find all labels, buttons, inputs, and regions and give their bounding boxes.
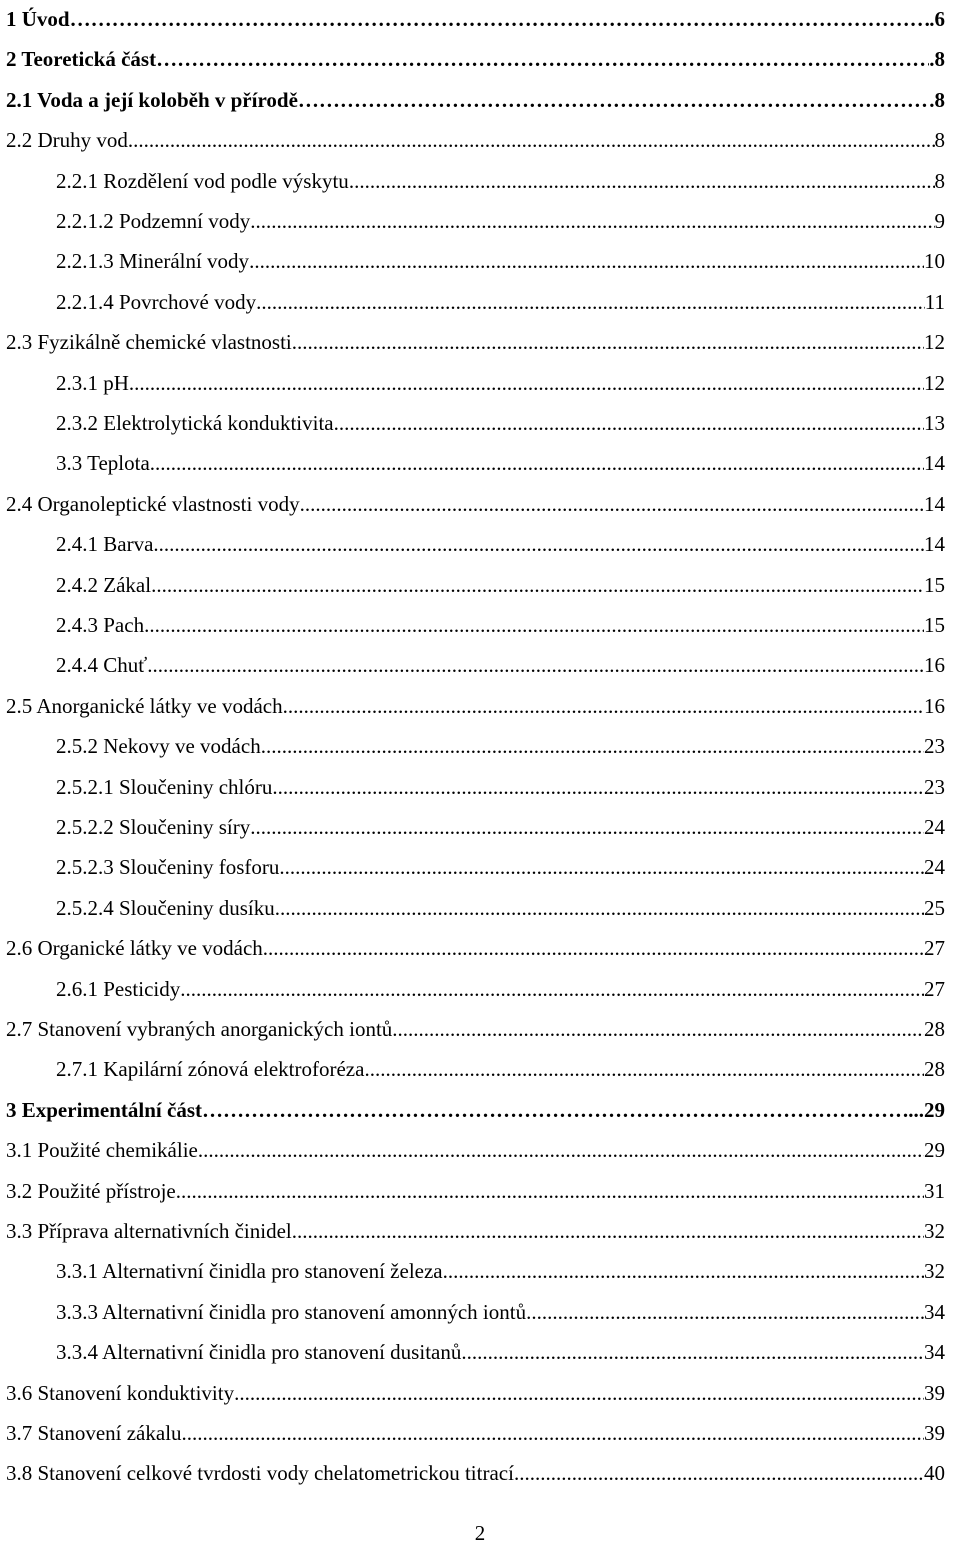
toc-entry-title: 2.5.2.4 Sloučeniny dusíku <box>56 895 275 920</box>
toc-entry-page: 10 <box>924 249 945 274</box>
toc-entry-page: 39 <box>924 1380 945 1405</box>
toc-entry[interactable] <box>56 161 945 201</box>
toc-entry-title: 2.7.1 Kapilární zónová elektroforéza <box>56 1057 365 1082</box>
dot-leader <box>176 1171 924 1211</box>
toc-entry-page: 16 <box>924 693 945 718</box>
toc-entry-title: 2 Teoretická část <box>6 47 157 72</box>
toc-entry[interactable] <box>6 120 945 160</box>
dot-leader <box>144 605 924 645</box>
toc-entry-title: 2.5.2 Nekovy ve vodách <box>56 734 261 759</box>
toc-entry-title: 2.5 Anorganické látky ve vodách <box>6 693 283 718</box>
toc-entry-page: 16 <box>924 653 945 678</box>
toc-entry-page: 12 <box>924 330 945 355</box>
dot-leader <box>129 363 924 403</box>
toc-entry-title: 1 Úvod <box>6 7 70 31</box>
toc-entry-title: 2.3.2 Elektrolytická konduktivita <box>56 411 334 435</box>
dot-leader <box>275 888 924 928</box>
toc-entry-title: 2.4 Organoleptické vlastnosti vody <box>6 491 300 516</box>
toc-entry-title: 3.3.3 Alternativní činidla pro stanovení amonných iontů <box>56 1299 527 1324</box>
dot-leader <box>334 403 924 443</box>
toc-entry-page: 40 <box>924 1461 945 1486</box>
dot-leader <box>298 80 929 120</box>
toc-entry-title: 2.2.1.3 Minerální vody <box>56 249 250 274</box>
dot-leader <box>261 726 924 766</box>
toc-entry-page: 28 <box>924 1057 945 1082</box>
toc-entry[interactable] <box>6 484 945 524</box>
toc-entry-page: 28 <box>924 1017 945 1041</box>
dot-leader <box>234 1373 924 1413</box>
toc-entry-title: 2.2.1.4 Povrchové vody <box>56 289 257 314</box>
toc-entry-title: 2.6.1 Pesticidy <box>56 976 181 1001</box>
dot-leader <box>392 1009 924 1049</box>
dot-leader <box>180 969 924 1009</box>
toc-entry-title: 3.2 Použité přístroje <box>6 1178 176 1203</box>
toc-entry-page: 23 <box>924 734 945 759</box>
dot-leader <box>202 1090 908 1130</box>
dot-leader <box>300 484 924 524</box>
toc-entry-page: 9 <box>934 209 945 233</box>
toc-entry[interactable] <box>56 282 945 322</box>
toc-entry-page: 29 <box>924 1138 945 1163</box>
toc-entry-page: 24 <box>924 815 945 839</box>
dot-leader <box>250 201 934 241</box>
dot-leader <box>147 645 924 685</box>
toc-entry-page: .8 <box>929 87 945 112</box>
toc-entry-page: 25 <box>924 895 945 920</box>
toc-entry[interactable] <box>56 241 945 281</box>
toc-entry[interactable] <box>56 403 945 443</box>
toc-entry-title: 3.3.1 Alternativní činidla pro stanovení železa <box>56 1259 443 1284</box>
toc-entry[interactable] <box>6 1090 945 1130</box>
toc-entry-page: 14 <box>924 451 945 476</box>
dot-leader <box>250 807 924 847</box>
toc-entry-page: ...29 <box>908 1097 945 1122</box>
toc-entry-title: 3.6 Stanovení konduktivity <box>6 1380 235 1405</box>
dot-leader <box>292 1211 924 1251</box>
dot-leader <box>153 524 924 564</box>
toc-entry-page: 24 <box>924 855 945 880</box>
dot-leader <box>526 1292 924 1332</box>
dot-leader <box>198 1130 924 1170</box>
toc-entry-page: 15 <box>924 572 945 597</box>
dot-leader <box>514 1453 924 1493</box>
dot-leader <box>156 39 929 79</box>
toc-entry[interactable] <box>56 1292 945 1332</box>
toc-entry[interactable] <box>56 605 945 645</box>
toc-entry-page: 27 <box>924 976 945 1001</box>
toc-entry-title: 2.4.3 Pach <box>56 613 145 637</box>
dot-leader <box>279 847 924 887</box>
toc-entry[interactable] <box>6 1009 945 1049</box>
dot-leader <box>283 686 924 726</box>
toc-entry[interactable] <box>6 1453 945 1493</box>
toc-entry[interactable] <box>56 969 945 1009</box>
dot-leader <box>151 565 924 605</box>
dot-leader <box>150 443 924 483</box>
toc-entry[interactable] <box>6 0 945 39</box>
toc-entry-page: 32 <box>924 1219 945 1243</box>
toc-entry-title: 2.2.1 Rozdělení vod podle výskytu <box>56 168 349 193</box>
toc-entry[interactable] <box>56 1332 945 1372</box>
toc-entry[interactable] <box>6 322 945 362</box>
page-number: 2 <box>474 1521 486 1545</box>
toc-entry-title: 2.2.1.2 Podzemní vody <box>56 209 251 233</box>
toc-entry[interactable] <box>56 565 945 605</box>
toc-entry-title: 3.7 Stanovení zákalu <box>6 1421 182 1445</box>
toc-entry-page: 8 <box>934 168 945 193</box>
toc-entry-page: 14 <box>924 491 945 516</box>
toc-entry[interactable] <box>6 39 945 79</box>
toc-entry-title: 2.3.1 pH <box>56 370 129 395</box>
toc-entry[interactable] <box>6 1373 945 1413</box>
toc-entry-title: 2.3 Fyzikálně chemické vlastnosti <box>6 330 292 355</box>
toc-entry-page: 11 <box>924 289 945 314</box>
toc-entry[interactable] <box>56 645 945 685</box>
toc-entry[interactable] <box>56 726 945 766</box>
toc-entry-title: 3.3 Teplota <box>56 451 150 476</box>
toc-entry[interactable] <box>56 1049 945 1089</box>
toc-entry[interactable] <box>56 847 945 887</box>
toc-entry-page: 15 <box>924 613 945 637</box>
toc-entry-title: 3.3.4 Alternativní činidla pro stanovení dusitanů <box>56 1340 462 1365</box>
toc-entry-title: 2.4.1 Barva <box>56 532 154 557</box>
toc-entry-title: 3 Experimentální část <box>6 1097 202 1122</box>
dot-leader <box>249 241 924 281</box>
toc-entry-title: 2.5.2.1 Sloučeniny chlóru <box>56 774 273 799</box>
toc-entry-page: 34 <box>924 1299 945 1324</box>
dot-leader <box>128 120 935 160</box>
dot-leader <box>182 1413 924 1453</box>
toc-entry[interactable] <box>56 888 945 928</box>
toc-entry-page: 31 <box>924 1178 945 1203</box>
toc-entry[interactable] <box>6 1130 945 1170</box>
toc-entry[interactable] <box>56 524 945 564</box>
toc-entry[interactable] <box>6 1171 945 1211</box>
dot-leader <box>443 1251 924 1291</box>
toc-entry-page: .6 <box>929 7 945 31</box>
dot-leader <box>292 322 924 362</box>
toc-entry[interactable] <box>56 807 945 847</box>
toc-entry[interactable] <box>6 1413 945 1453</box>
toc-entry-page: 13 <box>924 411 945 435</box>
toc-entry[interactable] <box>6 686 945 726</box>
toc-entry-title: 3.8 Stanovení celkové tvrdosti vody chelatometrickou titrací <box>6 1461 514 1486</box>
dot-leader <box>364 1049 924 1089</box>
toc-entry[interactable] <box>6 1211 945 1251</box>
toc-entry-title: 2.4.2 Zákal <box>56 572 152 597</box>
dot-leader <box>349 161 935 201</box>
toc-entry[interactable] <box>56 363 945 403</box>
toc-entry-title: 2.6 Organické látky ve vodách <box>6 936 263 961</box>
toc-entry-title: 3.3 Příprava alternativních činidel <box>6 1219 292 1243</box>
toc-entry-page: 23 <box>924 774 945 799</box>
toc-entry-title: 2.7 Stanovení vybraných anorganických iontů <box>6 1017 393 1041</box>
dot-leader <box>256 282 925 322</box>
dot-leader <box>70 0 930 39</box>
toc-entry-title: 2.5.2.3 Sloučeniny fosforu <box>56 855 280 880</box>
toc-entry-page: 12 <box>924 370 945 395</box>
toc-entry-page: 39 <box>924 1421 945 1445</box>
toc-entry-page: 32 <box>924 1259 945 1284</box>
toc-entry[interactable] <box>56 1251 945 1291</box>
toc-entry-title: 2.4.4 Chuť <box>56 653 148 678</box>
dot-leader <box>272 767 924 807</box>
toc-entry-page: 14 <box>924 532 945 557</box>
toc-entry[interactable] <box>56 767 945 807</box>
toc-entry-title: 2.2 Druhy vod <box>6 128 128 153</box>
toc-entry-page: .8 <box>929 47 945 72</box>
toc-entry-title: 2.1 Voda a její koloběh v přírodě <box>6 87 298 112</box>
toc-entry[interactable] <box>56 443 945 483</box>
toc-entry-title: 2.5.2.2 Sloučeniny síry <box>56 815 251 839</box>
toc-entry-page: 34 <box>924 1340 945 1365</box>
toc-entry-page: 27 <box>924 936 945 961</box>
toc-entry[interactable] <box>56 201 945 241</box>
dot-leader <box>461 1332 924 1372</box>
dot-leader <box>263 928 924 968</box>
toc-entry-page: 8 <box>934 128 945 153</box>
toc-entry[interactable] <box>6 80 945 120</box>
toc-entry[interactable] <box>6 928 945 968</box>
toc-entry-title: 3.1 Použité chemikálie <box>6 1138 198 1163</box>
